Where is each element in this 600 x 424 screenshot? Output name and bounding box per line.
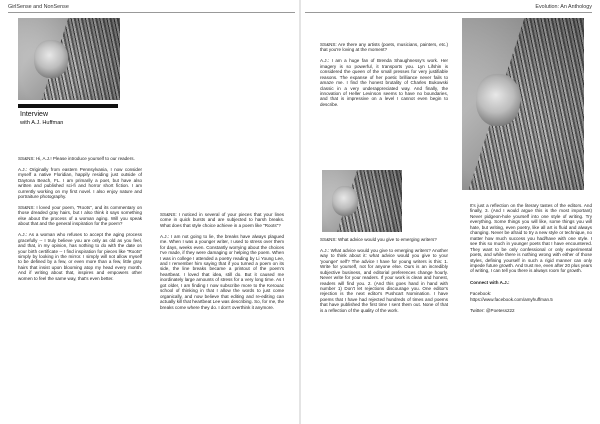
answer-artists: A.J.: I am a huge fan of Brenda Shaughnessy's work. Her imagery is so powerful, it transports you. Lyn Lifshin is considered the queen of the small presses for very justifiable reasons. The expanse of her poetic brilliance never fails to amaze me. I find the honest brutality of Charles Bukowski classic in a very underappreciated way. And finally, the innovation of Heller Levinson seems to have no boundaries, and that is impressive on a level I cannot even begin to describe. [320,58,448,107]
column-4 [470,203,592,318]
facebook-link[interactable]: https://www.facebook.com/amyhuffman.5 [470,296,553,302]
question-advice: SS&NS: What advice would you give to emerging writers? [320,237,437,242]
answer-intro: A.J.: Originally from eastern Pennsylvania, I now consider myself a native Floridian, happily residing just outside of Daytona Beach, FL. I am primarily a poet, but have also written and published sci-fi and horror short fiction. I am currently working on my first novel. I also enjoy nature and portraiture photography. [18,166,142,200]
right-header-rule [305,12,592,13]
question-roots: SS&NS: I loved your poem, "Roots", and its commentary on those dreaded gray hairs, but I also think it says something else about the process of a woman aging. Will you speak about that and the general inspiration for the poem? [18,204,142,227]
right-running-header: Evolution: An Anthology [535,4,592,10]
column-2 [160,212,284,315]
answer-advice: A.J.: What advice would you give to emerging writers? Another way to think about it: what advice would you give to your 'younger' self? The advice I have for young writers is this: 1. Write for yourself, not for anyone else. Ours is an incredibly subjective business, and editorial preferences change hourly. Never write for your readers. If your work is clean and honest, readers will find you. 2. (And this goes hand in hand with number 1) Don't let rejections discourage you. One editor's rejection is the next editor's Pushcart Nomination. I have poems that I have had rejected hundreds of times and poems that have published the first time I sent them out. None of that is a reflection of the quality of the work. [320,247,448,313]
question-intro: SS&NS: Hi, A.J.! Please introduce yourself to our readers. [18,156,135,161]
interview-title-bar [18,104,118,108]
author-photo-top-left [18,18,120,100]
interview-title: Interview [20,111,49,118]
answer-line-breaks: A.J.: I am not going to lie, the breaks have always plagued me. When I was a younger writer, I used to stress over them for days, weeks even. Constantly worrying about the choices I've made, if they were damaging or helping the poem. When I was in college I attended a poetry reading by Li Young Lee, and I remember him saying that if you turned a poem on its side, the line breaks became a printout of the poem's heartbeat. I loved that idea, still do. But it caused me inordinately large amounts of stress for a very long time. As I got older, I am finding I now subscribe more to the Kerouac school of thinking in that I allow the words to just come organically, and now believe that editing and re-editing can actually kill that heartbeat Lee was describing. So, for me, the breaks come where they do. I don't overthink it anymore. [160,233,284,310]
author-photo-middle [322,170,402,232]
answer-advice-continued: It's just a reflection on the literary tastes of the editors. And finally, 3. (And I would argue this is the most important) Never pidgeon-hole yourself into one style of writing. Try everything. Some things you will like, some things you will hate, but writing, even poetry, like all art is fluid and always changing. Never be afraid to try a new style or technique, no matter how much success you had/have with one style. I see this so much in younger poets that I have encountered. They want to be only confessional or only experimental poets, and while there is nothing wrong with either of those styles, defining yourself in such a rigid manner can only impede future growth. And trust me, even after 20 plus years of writing, I can tell you there is always room for growth. [470,203,592,274]
twitter-handle[interactable]: Twitter: @Poetess222 [470,307,515,313]
connect-heading: Connect with A.J.: [470,279,510,285]
column-1 [18,156,142,287]
question-artists: SS&NS: Are there any artists (poets, musicians, painters, etc.) that you're loving at the moment? [320,42,448,53]
facebook-label: Facebook: [470,291,492,297]
answer-roots: A.J.: As a woman who refuses to accept the aging process gracefully -- I truly believe you are only as old as you feel, and that, in my opinion, has nothing to do with the date on your birth certificate -- I find inspiration for pieces like "Roots" simply by looking in the mirror. I simply will not allow myself to be defined by a few, or even more than a few, little gray hairs that insist upon blooming atop my head every month. And if writing about that, inspires and empowers other women to feel the same way, that's even better. [18,232,142,281]
question-line-breaks: SS&NS: I noticed in several of your pieces that your lines come in quick bursts and are subjected to harsh breaks. What does that style choice achieve in a poem like "Roots"? [160,212,284,228]
page-gutter [299,0,301,424]
left-running-header: GirlSense and NonSense [8,4,69,10]
column-3-upper [320,42,448,113]
author-photo-top-right [462,18,584,190]
column-3-lower [320,237,448,319]
interview-subtitle: with A.J. Huffman [20,120,64,126]
left-header-rule [8,12,295,13]
